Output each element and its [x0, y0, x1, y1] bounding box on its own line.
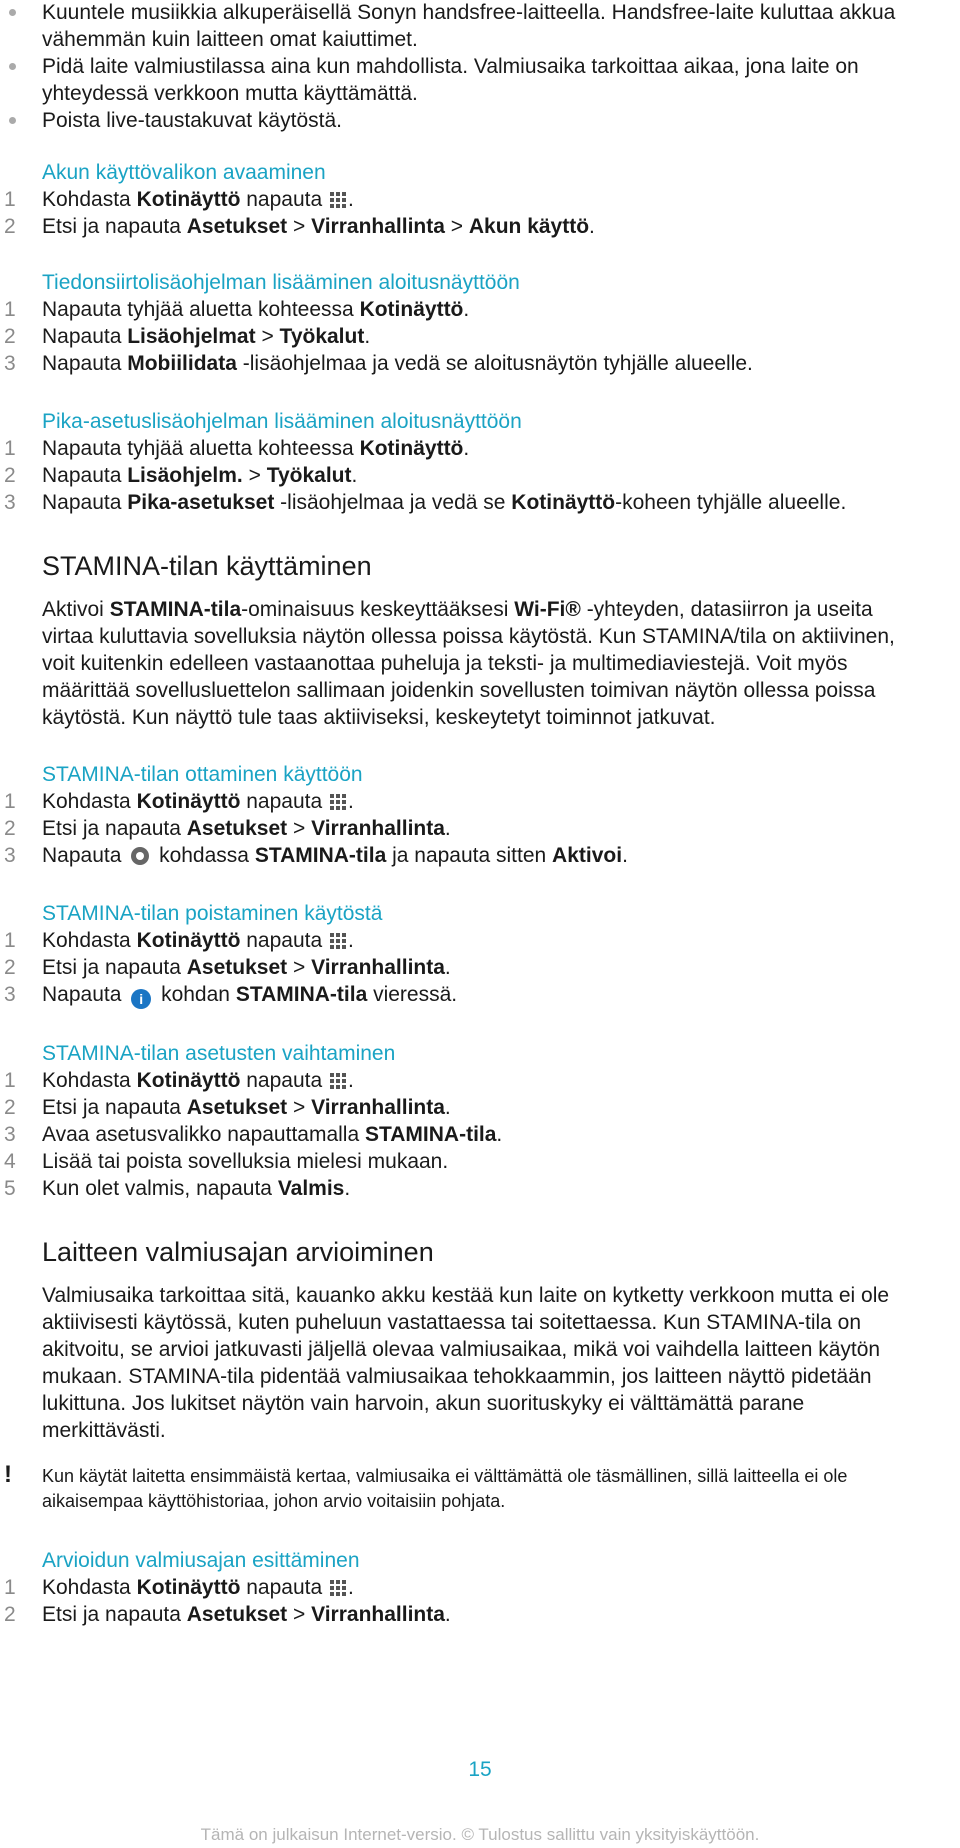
step-number: 2 [4, 1096, 16, 1119]
step-number: 3 [4, 491, 16, 514]
page-number: 15 [468, 1758, 492, 1781]
step-item: 3 Napauta Pika-asetukset -lisäohjelmaa ja vedä se Kotinäyttö-koheen tyhjälle alueelle. [4, 491, 847, 514]
step-number: 1 [4, 790, 16, 813]
intro-bullet-list [42, 0, 960, 134]
steps-quick-settings-widget [4, 435, 960, 516]
apps-grid-icon [330, 1073, 346, 1089]
step-number: 1 [4, 1576, 16, 1599]
step-number: 3 [4, 352, 16, 375]
step-item: 2 Etsi ja napauta Asetukset > Virranhallinta. [4, 817, 451, 840]
steps-standby-view [4, 1574, 960, 1628]
bullet-item: Kuuntele musiikkia alkuperäisellä Sonyn handsfree-laitteella. Handsfree-laite kuluttaa akkua vähemmän kuin laitteen omat kaiuttimet. [42, 0, 960, 53]
section-heading-stamina: STAMINA-tilan käyttäminen [42, 551, 372, 581]
steps-stamina-disable [4, 927, 960, 1009]
section-title-battery-menu: Akun käyttövalikon avaaminen [42, 161, 326, 184]
step-number: 1 [4, 298, 16, 321]
section-title-standby-view: Arvioidun valmiusajan esittäminen [42, 1549, 360, 1572]
step-item: 1 Napauta tyhjää aluetta kohteessa Kotinäyttö. [4, 437, 470, 460]
bullet-item: Pidä laite valmiustilassa aina kun mahdollista. Valmiusaika tarkoittaa aikaa, jona laite on yhteydessä verkkoon mutta käyttämättä. [42, 53, 960, 107]
section-title-stamina-disable: STAMINA-tilan poistaminen käytöstä [42, 902, 383, 925]
step-item: 2 Etsi ja napauta Asetukset > Virranhallinta. [4, 1096, 451, 1119]
step-number: 3 [4, 983, 16, 1006]
step-number: 1 [4, 929, 16, 952]
step-number: 5 [4, 1177, 16, 1200]
step-item: 4 Lisää tai poista sovelluksia mielesi mukaan. [4, 1150, 449, 1173]
apps-grid-icon [330, 794, 346, 810]
bullet-item: Poista live-taustakuvat käytöstä. [42, 107, 960, 134]
step-item: 2 Etsi ja napauta Asetukset > Virranhallinta > Akun käyttö. [4, 215, 595, 238]
steps-stamina-enable [4, 788, 960, 869]
steps-battery-menu [4, 186, 960, 240]
page-content [4, 0, 960, 1628]
info-icon: i [131, 989, 151, 1009]
stamina-paragraph: Aktivoi STAMINA-tila-ominaisuus keskeyttääksesi Wi-Fi® -yhteyden, datasiirron ja useita virtaa kuluttavia sovelluksia näytön ollessa poissa käytöstä. Kun STAMINA/tila on aktiivinen, voit kuitenkin edelleen vastaanottaa puheluja ja teksti- ja multimediaviestejä. Voit myös määrittää sovellusluettelon sallimaan joidenkin sovellusten toimivan näytön ollessa poissa käytöstä. Kun näyttö tule taas aktiiviseksi, keskeytetyt toiminnot jatkuvat. [42, 598, 895, 729]
section-title-stamina-settings: STAMINA-tilan asetusten vaihtaminen [42, 1042, 396, 1065]
step-item: 3 Napauta i kohdan STAMINA-tila vieressä. [4, 983, 458, 1007]
step-item: 3 Napauta kohdassa STAMINA-tila ja napauta sitten Aktivoi. [4, 844, 628, 867]
step-item: 2 Napauta Lisäohjelm. > Työkalut. [4, 464, 358, 487]
step-number: 3 [4, 844, 16, 867]
step-number: 3 [4, 1123, 16, 1146]
step-number: 1 [4, 188, 16, 211]
step-item: 2 Etsi ja napauta Asetukset > Virranhallinta. [4, 1603, 451, 1626]
step-number: 2 [4, 817, 16, 840]
steps-stamina-settings [4, 1067, 960, 1202]
step-number: 1 [4, 1069, 16, 1092]
step-number: 2 [4, 1603, 16, 1626]
step-number: 2 [4, 956, 16, 979]
step-item: 5 Kun olet valmis, napauta Valmis. [4, 1177, 351, 1200]
apps-grid-icon [330, 192, 346, 208]
apps-grid-icon [330, 1580, 346, 1596]
step-number: 2 [4, 215, 16, 238]
standby-paragraph: Valmiusaika tarkoittaa sitä, kauanko akku kestää kun laite on kytketty verkkoon mutta ei ole aktiivisesti käytössä, kuten puheluun vastattaessa tai soitettaessa. Kun STAMINA-tila on akitvoitu, se arvioi jatkuvasti jäljellä olevaa valmiusaikaa, mikä voi vaihdella laitteen käytön mukaan. STAMINA-tila pidentää valmiusaikaa tehokkaammin, jos laitteen näyttö pidetään lukittuna. Jos lukitset näytön vain harvoin, akun suorituskyky ei välttämättä parane merkittävästi. [42, 1284, 890, 1442]
step-item: 1 Napauta tyhjää aluetta kohteessa Kotinäyttö. [4, 298, 470, 321]
step-number: 2 [4, 325, 16, 348]
section-title-quick-settings-widget: Pika-asetuslisäohjelman lisääminen aloitusnäyttöön [42, 410, 522, 433]
section-title-data-widget: Tiedonsiirtolisäohjelman lisääminen aloitusnäyttöön [42, 271, 520, 294]
step-item: 3 Avaa asetusvalikko napauttamalla STAMINA-tila. [4, 1123, 503, 1146]
step-item: 1 Kohdasta Kotinäyttö napauta . [4, 188, 354, 211]
step-item: 1 Kohdasta Kotinäyttö napauta . [4, 1576, 354, 1599]
section-title-stamina-enable: STAMINA-tilan ottaminen käyttöön [42, 763, 363, 786]
step-item: 2 Napauta Lisäohjelmat > Työkalut. [4, 325, 371, 348]
steps-data-widget [4, 296, 960, 377]
apps-grid-icon [330, 933, 346, 949]
step-item: 3 Napauta Mobiilidata -lisäohjelmaa ja vedä se aloitusnäytön tyhjälle alueelle. [4, 352, 753, 375]
step-item: 1 Kohdasta Kotinäyttö napauta . [4, 929, 354, 952]
step-number: 1 [4, 437, 16, 460]
step-number: 2 [4, 464, 16, 487]
step-item: 1 Kohdasta Kotinäyttö napauta . [4, 790, 354, 813]
section-heading-standby: Laitteen valmiusajan arvioiminen [42, 1237, 434, 1267]
step-item: 2 Etsi ja napauta Asetukset > Virranhallinta. [4, 956, 451, 979]
warning-icon: ! [4, 1461, 12, 1488]
step-number: 4 [4, 1150, 16, 1173]
footer-notice: Tämä on julkaisun Internet-versio. © Tulostus sallittu vain yksityiskäyttöön. [200, 1825, 760, 1844]
toggle-circle-icon [131, 847, 149, 865]
step-item: 1 Kohdasta Kotinäyttö napauta . [4, 1069, 354, 1092]
warning-note: ! Kun käytät laitetta ensimmäistä kertaa, valmiusaika ei välttämättä ole täsmällinen, sillä laitteella ei ole aikaisempaa käyttöhistoriaa, johon arvio voitaisiin pohjata. [4, 1461, 848, 1511]
